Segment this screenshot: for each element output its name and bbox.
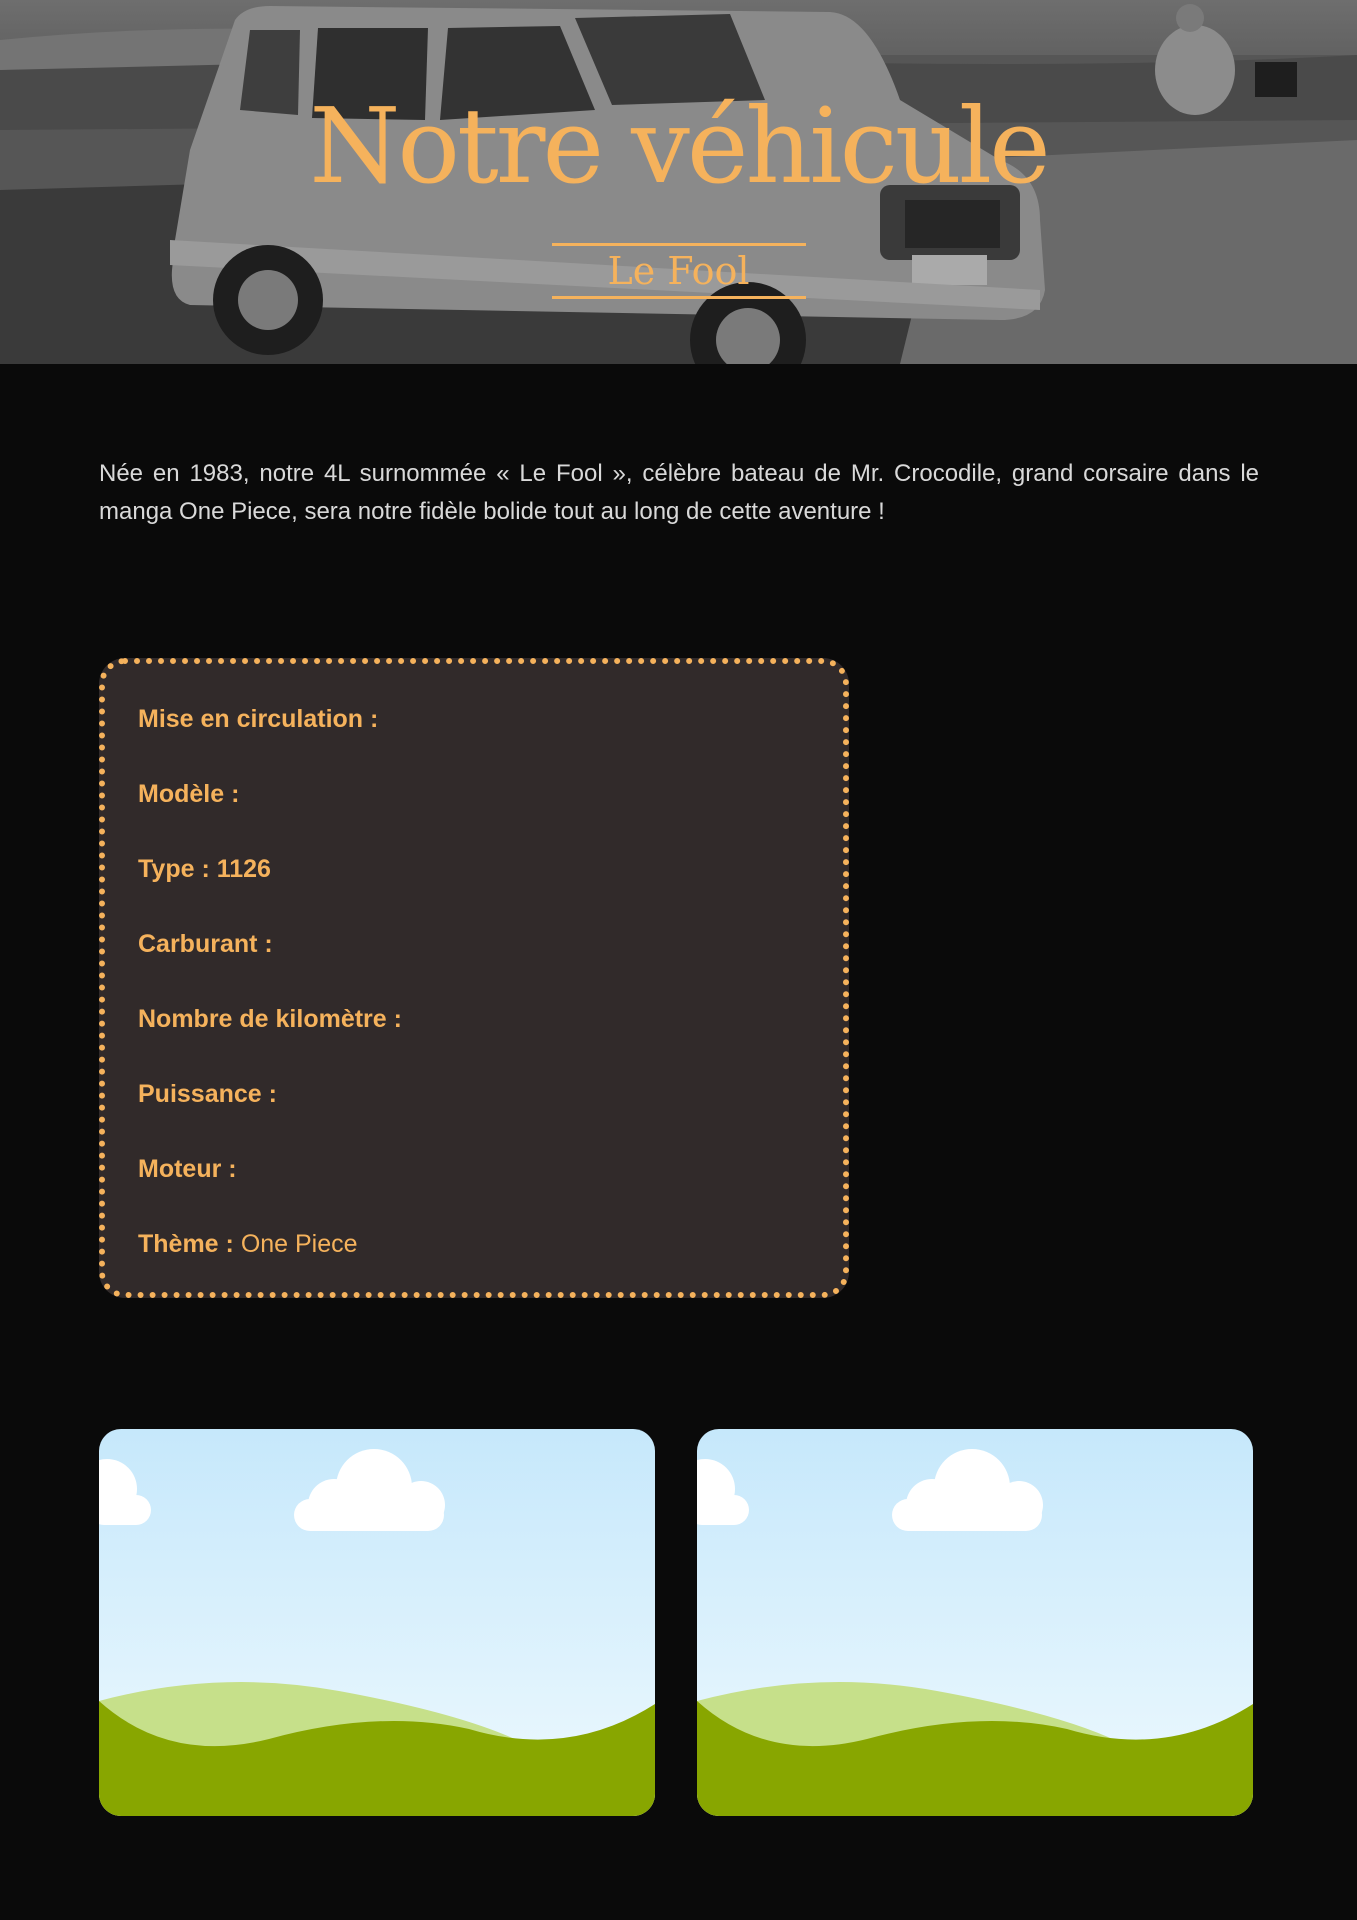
spec-row-theme: [138, 1227, 358, 1261]
spec-row-type: [138, 852, 271, 886]
spec-row-mileage: [138, 1002, 402, 1036]
spec-label: Carburant :: [138, 930, 273, 958]
spec-row-registration: [138, 702, 378, 736]
spec-label: Puissance :: [138, 1080, 277, 1108]
spec-row-fuel: [138, 927, 273, 961]
image-placeholder-icon: [697, 1429, 1253, 1816]
spec-label: Thème :: [138, 1230, 234, 1258]
spec-label: Modèle :: [138, 780, 240, 808]
spec-row-engine: [138, 1152, 237, 1186]
title-divider-bottom: [552, 296, 806, 299]
page-title: Notre véhicule: [309, 85, 1048, 207]
spec-label: Mise en circulation :: [138, 705, 379, 733]
spec-value: One Piece: [240, 1230, 358, 1258]
spec-label: Moteur :: [138, 1155, 237, 1183]
hero-banner: [0, 0, 1357, 364]
gallery-image-2[interactable]: [697, 1429, 1253, 1816]
title-divider-top: [552, 243, 806, 246]
gallery-image-1[interactable]: [99, 1429, 655, 1816]
spec-row-model: [138, 777, 239, 811]
intro-paragraph: Née en 1983, notre 4L surnommée « Le Fool », célèbre bateau de Mr. Crocodile, grand corsaire dans le manga One Piece, sera notre fidèle bolide tout au long de cette aventure !: [99, 460, 1259, 525]
spec-label: Type : 1126: [138, 855, 271, 883]
vehicle-specs-card: [99, 658, 849, 1298]
spec-row-power: [138, 1077, 277, 1111]
image-placeholder-icon: [99, 1429, 655, 1816]
spec-label: Nombre de kilomètre :: [138, 1005, 402, 1033]
vehicle-nickname: Le Fool: [607, 249, 750, 293]
